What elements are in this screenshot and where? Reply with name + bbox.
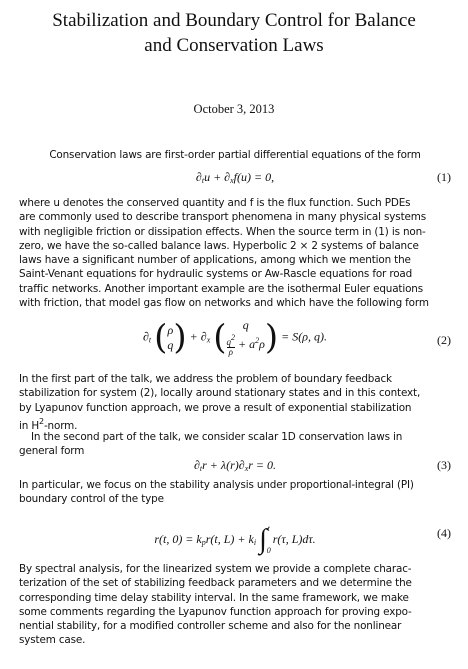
equation-2: $\partial_t$ ( ρ q ) + $\partial_x$ ( q $\frac{q2}{\rho}$ + $a^2\rho$ ) = S(ρ, q). (2) <box>142 317 451 358</box>
text-line: terization of the set of stabilizing feedback parameters and we determine the <box>19 577 412 590</box>
text-line: system case. <box>19 634 86 647</box>
text-line: Saint-Venant equations for hydraulic systems or Aw-Rascle equations for road <box>19 268 413 281</box>
paper-title <box>10 8 458 58</box>
equation-4-number: (4) <box>437 526 451 540</box>
paragraph-second-part <box>19 430 451 459</box>
text-line: by Lyapunov function approach, we prove a result of exponential stabilization <box>19 401 412 414</box>
paragraph-intro: Conservation laws are first-order partial differential equations of the form <box>49 149 421 161</box>
equation-2-number: (2) <box>437 333 451 347</box>
equation-1-number: (1) <box>437 170 451 184</box>
text-line: laws have a significant number of applications, among which we mention the <box>19 254 411 267</box>
title-line-1: Stabilization and Boundary Control for Balance <box>52 10 416 31</box>
equation-3: $\partial_tr + \lambda(r)\partial_xr = 0$. (3) <box>193 458 451 473</box>
text-line: some comments regarding the Lyapunov function approach for proving expo- <box>19 605 412 618</box>
text-line: where u denotes the conserved quantity and f is the flux function. Such PDEs <box>19 197 411 209</box>
text-line: general form <box>19 445 85 458</box>
equation-4: r(t, $0) = k_pr(t$, $L) + k_i$ ∫ t 0 r(τ, L)dτ. (4) <box>154 524 451 555</box>
text-line: corresponding time delay stability interval. In the same framework, we make <box>19 591 409 604</box>
text-line: boundary control of the type <box>19 493 164 506</box>
paragraph-first-part <box>19 372 451 433</box>
equation-1: $\partial_tu + \partial_xf(u) = 0$, (1) <box>195 170 451 185</box>
text-line: are commonly used to describe transport phenomena in many physical systems <box>19 211 426 224</box>
text-line: in $H^2$-norm. <box>19 416 78 432</box>
text-line: stabilization for system (2), locally around stationary states and in this context, <box>19 387 421 400</box>
text-line: zero, we have the so-called balance laws. Hyperbolic 2 × 2 systems of balance <box>19 239 419 252</box>
paragraph-pi-control <box>19 478 451 507</box>
paragraph-spectral-analysis <box>19 562 451 648</box>
text-line: with friction, that model gas flow on networks and which have the following form <box>19 297 429 310</box>
equation-3-number: (3) <box>437 458 451 472</box>
title-line-2: and Conservation Laws <box>144 35 324 56</box>
text-line: nential stability, for a modified controller scheme and also for the nonlinear <box>19 620 402 633</box>
text-line: In the second part of the talk, we consider scalar 1D conservation laws in <box>31 431 403 443</box>
text-line: traffic networks. Another important example are the isothermal Euler equations <box>19 282 423 295</box>
paper-date: October 3, 2013 <box>193 102 275 116</box>
text-line: with negligible friction or dissipation effects. When the source term in (1) is non- <box>19 225 426 238</box>
text-line: By spectral analysis, for the linearized system we provide a complete charac- <box>19 563 412 575</box>
text-line: In particular, we focus on the stability analysis under proportional-integral (PI) <box>19 479 414 491</box>
text-line: In the first part of the talk, we address the problem of boundary feedback <box>19 373 392 385</box>
paragraph-balance-laws <box>19 196 451 310</box>
